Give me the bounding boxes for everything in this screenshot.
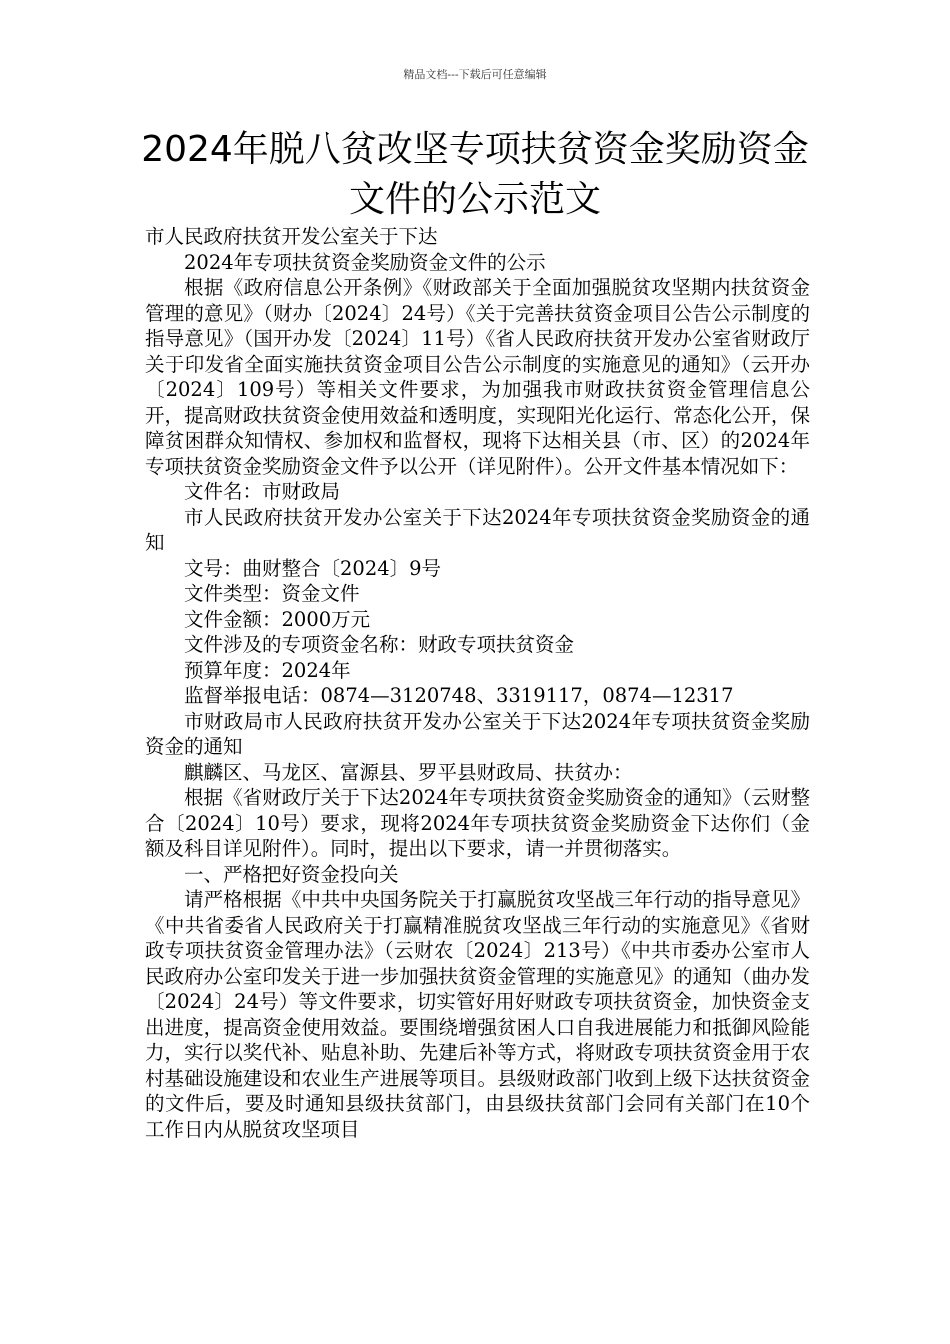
body-paragraph: 文号：曲财整合〔2024〕9号 (184, 556, 442, 580)
body-paragraph: 预算年度：2024年 (184, 658, 351, 682)
body-paragraph: 根据《省财政厅关于下达2024年专项扶贫资金奖励资金的通知》（云财整合〔2024〕10号）要求，现将2024年专项扶贫资金奖励资金下达你们（金额及科目详见附件）。同时，提出以下要求，请一并贯彻落实。 (145, 786, 810, 860)
body-paragraph: 文件涉及的专项资金名称：财政专项扶贫资金 (184, 633, 575, 656)
body-paragraph: 麒麟区、马龙区、富源县、罗平县财政局、扶贫办： (184, 760, 633, 784)
document-title: 2024年脱八贫改坚专项扶贫资金奖励资金文件的公示范文 (141, 129, 809, 220)
body-paragraph: 根据《政府信息公开条例》《财政部关于全面加强脱贫攻坚期内扶贫资金管理的意见》（财办〔2024〕24号）《关于完善扶贫资金项目公告公示制度的指导意见》（国开办发〔2024〕11号）《省人民政府扶贫开发办公室省财政厅关于印发省全面实施扶贫资金项目公告公示制度的实施意见的通知》（云开办〔2024〕109号）等相关文件要求，为加强我市财政扶贫资金管理信息公开，提高财政扶贫资金使用效益和透明度，实现阳光化运行、常态化公开，保障贫困群众知情权、参加权和监督权，现将下达相关县（市、区）的2024年专项扶贫资金奖励资金文件予以公开（详见附件）。公开文件基本情况如下： (145, 276, 810, 478)
body-paragraph: 监督举报电话：0874—3120748、3319117，0874—12317 (184, 684, 734, 707)
body-paragraph: 文件金额：2000万元 (184, 607, 371, 631)
header-note: 精品文档---下载后可任意编辑 (403, 68, 547, 81)
body-paragraph: 文件名：市财政局 (184, 480, 341, 503)
body-paragraph: 一、严格把好资金投向关 (184, 862, 399, 886)
body-paragraph: 市财政局市人民政府扶贫开发办公室关于下达2024年专项扶贫资金奖励资金的通知 (145, 709, 810, 758)
body-paragraph: 请严格根据《中共中央国务院关于打赢脱贫攻坚战三年行动的指导意见》《中共省委省人民政府关于打赢精准脱贫攻坚战三年行动的实施意见》《省财政专项扶贫资金管理办法》（云财农〔2024〕213号）《中共市委办公室市人民政府办公室印发关于进一步加强扶贫资金管理的实施意见》的通知（曲办发〔2024〕24号）等文件要求，切实管好用好财政专项扶贫资金，加快资金支出进度，提高资金使用效益。要围绕增强贫困人口自我进展能力和抵御风险能力，实行以奖代补、贴息补助、先建后补等方式，将财政专项扶贫资金用于农村基础设施建设和农业生产进展等项目。县级财政部门收到上级下达扶贫资金的文件后，要及时通知县级扶贫部门，由县级扶贫部门会同有关部门在10个工作日内从脱贫攻坚项目 (145, 888, 810, 1141)
body-paragraph: 2024年专项扶贫资金奖励资金文件的公示 (184, 250, 546, 274)
document-body (145, 224, 810, 1142)
body-paragraph: 市人民政府扶贫开发办公室关于下达2024年专项扶贫资金奖励资金的通知 (145, 505, 810, 554)
body-paragraph: 文件类型：资金文件 (184, 582, 360, 605)
body-paragraph: 市人民政府扶贫开发公室关于下达 (145, 225, 438, 248)
